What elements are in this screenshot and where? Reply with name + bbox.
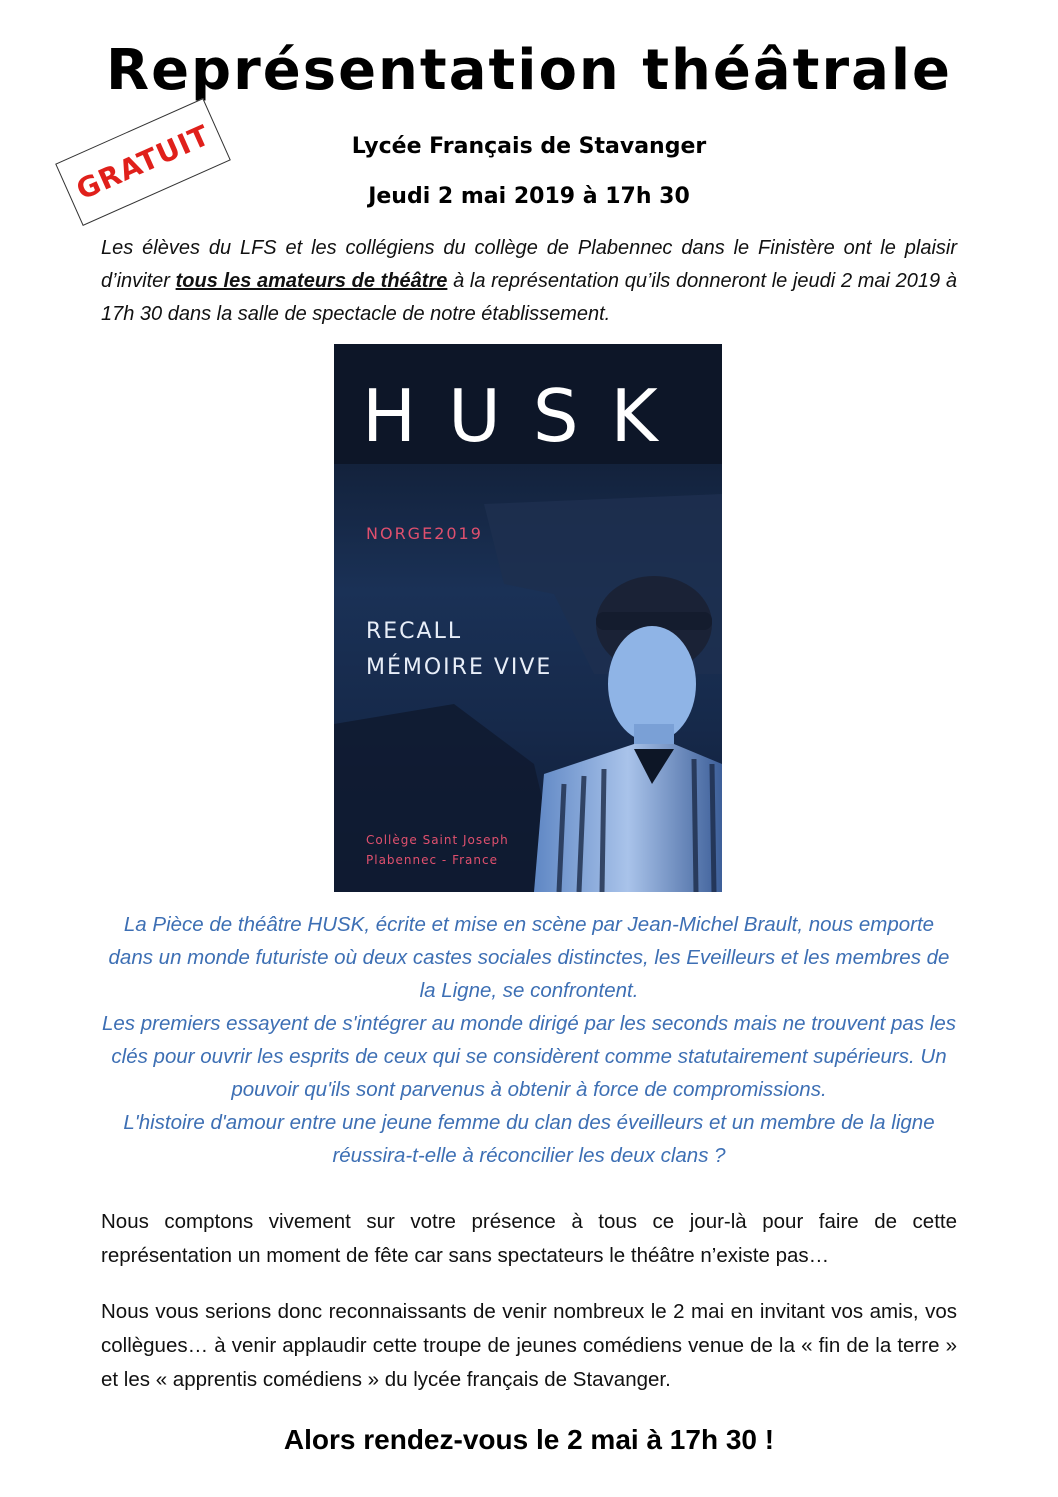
synopsis-paragraph: La Pièce de théâtre HUSK, écrite et mise en scène par Jean-Michel Brault, nous emporte dans un monde futuriste où deux castes sociales distinctes, les Eveilleurs et les membres de la Ligne, se confrontent. <box>108 913 950 1002</box>
closing-line: Alors rendez-vous le 2 mai à 17h 30 ! <box>283 1424 775 1455</box>
intro-paragraph <box>101 232 957 331</box>
poster-subtitle-line: RECALL <box>366 619 463 644</box>
synopsis <box>101 908 957 1172</box>
poster-credit-line: Collège Saint Joseph <box>366 833 509 847</box>
body-paragraph-presence: Nous comptons vivement sur votre présence à tous ce jour-là pour faire de cette représentation un moment de fête car sans spectateurs le théâtre n’existe pas… <box>101 1210 957 1267</box>
poster-subtitle-line: MÉMOIRE VIVE <box>366 655 553 680</box>
body-paragraph-invitation: Nous vous serions donc reconnaissants de venir nombreux le 2 mai en invitant vos amis, vos collègues… à venir applaudir cette troupe de jeunes comédiens venue de la « fin de la terre » et les « apprentis comédiens » du lycée français de Stavanger. <box>101 1300 957 1391</box>
synopsis-paragraph: L'histoire d'amour entre une jeune femme du clan des éveilleurs et un membre de la ligne réussira-t-elle à réconcilier les deux clans ? <box>123 1111 935 1167</box>
synopsis-paragraph: Les premiers essayent de s'intégrer au monde dirigé par les seconds mais ne trouvent pas les clés pour ouvrir les esprits de ceux qui se considèrent comme statutairement supérieurs. Un pouvoir qu'ils sont parvenus à obtenir à force de compromissions. <box>102 1012 956 1101</box>
poster-title: HUSK <box>362 374 690 458</box>
poster-subtitle <box>366 614 552 686</box>
free-stamp-label: GRATUIT <box>71 117 215 207</box>
poster-credit <box>366 830 509 870</box>
intro-text-start: Les élèves du LFS et les collégiens du collège de Plabennec dans le Finistère ont le plaisir d’inviter <box>101 237 957 292</box>
poster-image <box>334 344 722 892</box>
intro-text-end: à la représentation qu’ils donneront le jeudi 2 mai 2019 à 17h 30 dans la salle de spectacle de notre établissement. <box>101 270 957 325</box>
poster-credit-line: Plabennec - France <box>366 853 498 867</box>
intro-emphasis: tous les amateurs de théâtre <box>175 270 448 292</box>
poster-tag: NORGE2019 <box>366 524 483 543</box>
venue-name: Lycée Français de Stavanger <box>351 134 707 159</box>
event-date: Jeudi 2 mai 2019 à 17h 30 <box>368 184 690 209</box>
page-title: Représentation théâtrale <box>105 38 953 103</box>
